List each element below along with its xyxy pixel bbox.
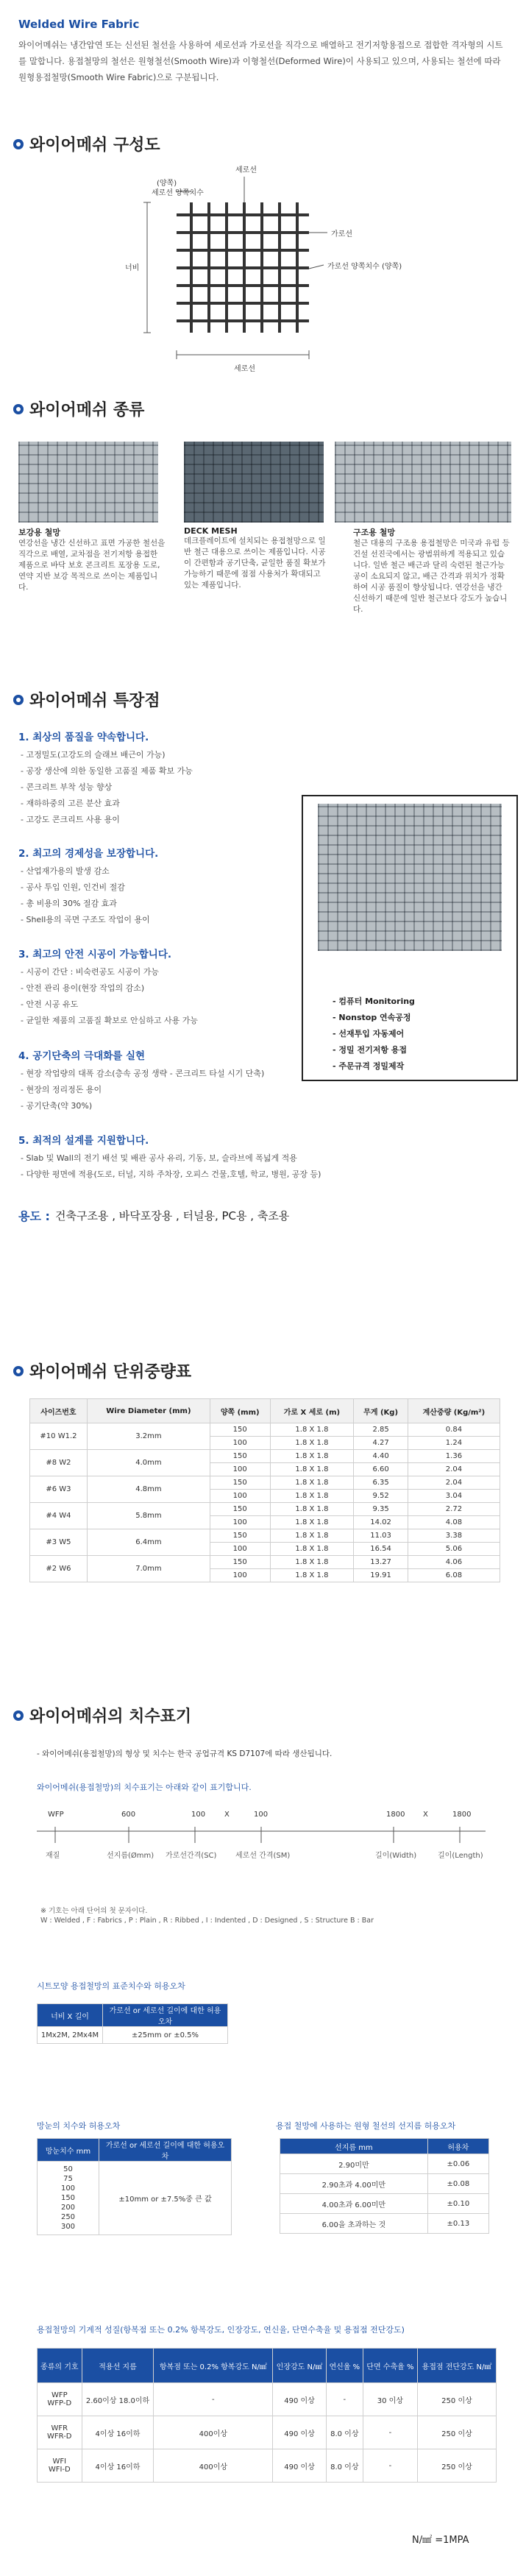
cell: 2.85 [354,1423,408,1437]
col-header: Wire Diameter (mm) [87,1399,210,1423]
table-row [280,2214,489,2234]
process-item: - 선재투입 자동제어 [333,1029,405,1038]
table-header-row [38,2139,232,2162]
cell: 250 이상 [417,2449,496,2483]
col-header: 종류의 기호 [38,2349,82,2383]
pitch-tol-cell: ±10mm or ±7.5%중 큰 값 [99,2162,232,2235]
size-cell: #2 W6 [30,1556,88,1582]
cell: 250 이상 [417,2416,496,2449]
size-cell: #6 W3 [30,1476,88,1503]
cell: 1.8 X 1.8 [270,1463,354,1476]
pitch-value: 50 [63,2165,73,2173]
unit-weight-title-text: 와이어메쉬 단위중량표 [29,1363,192,1381]
cell: 4이상 16이하 [82,2416,154,2449]
cell: 2.72 [408,1503,500,1516]
cell: 1.8 X 1.8 [270,1450,354,1463]
cell: 4.08 [408,1516,500,1529]
cell: ±0.10 [427,2194,488,2214]
feature-item: - Shell용의 곡면 구조도 작업이 용이 [21,915,150,924]
process-item: - Nonstop 연속공정 [333,1013,411,1022]
table-header-row [280,2139,489,2154]
cell: 30 이상 [363,2383,417,2416]
pitch-value: 150 [60,2194,76,2202]
cell: WFR WFR-D [38,2416,82,2449]
col-header: 단면 수축율 % [363,2349,417,2383]
top-paren-label: (양쪽) [157,180,177,188]
cell: 9.52 [354,1490,408,1503]
pitch-value: 250 [60,2213,76,2221]
cell: 1.24 [408,1437,500,1450]
col-header: 사이즈번호 [30,1399,88,1423]
dia-cell: 4.0mm [87,1450,210,1476]
code-label: 길이(Width) [375,1852,417,1860]
cell: 4.06 [408,1556,500,1569]
cell: 14.02 [354,1516,408,1529]
mech-title: 용접철망의 기계적 성질(항복점 또는 0.2% 항복강도, 인장강도, 연신율, 단면수축율 및 용접점 전단강도) [37,2325,405,2335]
cell: 4.00초과 6.00미만 [280,2194,428,2214]
type-item-structural [353,526,511,615]
cell: - [326,2383,363,2416]
section-bullet-icon [13,139,24,149]
abbr-text: W : Welded , F : Fabrics , P : Plain , R : Ribbed , I : Indented , D : Designed , S : Structure B : Bar [40,1917,374,1925]
section-bullet-icon [13,1710,24,1721]
feature-item: - 고강도 콘크리트 사용 용이 [21,815,120,824]
cell: 100 [210,1463,270,1476]
unit-note: N/㎟ =1MPA [412,2535,469,2546]
col-header: 연신율 % [326,2349,363,2383]
cell: 2.60이상 18.0이하 [82,2383,154,2416]
horizontal-overhang-label: 가로선 양쪽치수 (양쪽) [327,263,402,271]
cell: 1.8 X 1.8 [270,1543,354,1556]
cell: 400이상 [154,2416,273,2449]
feature-item: - 재하하중의 고른 분산 효과 [21,799,120,808]
cell: 3.04 [408,1490,500,1503]
cell: WFP WFP-D [38,2383,82,2416]
feature-item: - 공사 투입 인원, 인건비 절감 [21,882,125,892]
cell: 1.8 X 1.8 [270,1529,354,1543]
section-bullet-icon [13,1366,24,1376]
structure-title-text: 와이어메쉬 구성도 [29,136,160,155]
horizontal-line-label: 가로선 [331,230,352,238]
types-section-title [13,397,144,420]
type-name: 보강용 철망 [18,528,60,537]
code-label: 가로선간격(SC) [166,1852,217,1860]
dia-cell: 6.4mm [87,1529,210,1556]
code-part: 1800 [452,1811,472,1819]
cell: 150 [210,1503,270,1516]
table-header-row [38,2004,228,2027]
cell: 490 이상 [273,2416,327,2449]
width-label: 너비 [125,264,140,272]
cell: 100 [210,1569,270,1582]
col-header: 가로선 or 세로선 길이에 대한 허용오차 [99,2139,232,2162]
structure-section-title [13,132,160,155]
pitch-value: 100 [60,2184,76,2193]
cell: 4.27 [354,1437,408,1450]
code-label: 재질 [46,1852,60,1860]
cell: 13.27 [354,1556,408,1569]
feature-item: - 현장 작업량의 대폭 감소(층속 공정 생략 - 콘크리트 타설 시기 단축) [21,1069,265,1078]
cell: 19.91 [354,1569,408,1582]
cell: 6.60 [354,1463,408,1476]
dimensions-section-title [13,1704,191,1727]
feature-heading-1: 1. 최상의 품질을 약속합니다. [18,732,149,743]
unit-weight-table [29,1398,500,1582]
cell: 1.8 X 1.8 [270,1556,354,1569]
cell: 1Mx2M, 2Mx4M [38,2027,103,2044]
tolerance-table [37,2003,228,2044]
feature-item: - 총 비용의 30% 절감 효과 [21,899,117,908]
cell: 100 [210,1543,270,1556]
table-header-row [30,1399,500,1423]
table-row [30,1476,500,1490]
size-cell: #8 W2 [30,1450,88,1476]
code-diagram [37,1811,500,1877]
cell: 1.8 X 1.8 [270,1516,354,1529]
feature-item: - 시공이 간단 : 비숙련공도 시공이 가능 [21,967,160,977]
table-row [30,1556,500,1569]
feature-item: - 고정밀도(고강도의 슬래브 배근이 가능) [21,750,166,760]
type-name: 구조용 철망 [353,528,395,537]
type-item-deck [184,526,327,591]
feature-item: - 균일한 제품의 고품질 확보로 안심하고 사용 가능 [21,1016,198,1025]
page-title: Welded Wire Fabric [18,18,140,31]
col-header: 항복점 또는 0.2% 항복강도 N/㎟ [154,2349,273,2383]
section-bullet-icon [13,695,24,705]
table-row [30,1450,500,1463]
features-title-text: 와이어메쉬 특장점 [29,692,160,710]
table-row [30,1423,500,1437]
cell: 1.8 X 1.8 [270,1437,354,1450]
code-label: 선지름(Ømm) [107,1852,154,1860]
cell: 250 이상 [417,2383,496,2416]
col-header: 적용선 지름 [82,2349,154,2383]
code-label: 세로선 간격(SM) [235,1852,291,1860]
code-part: WFP [48,1811,64,1819]
bottom-line-label: 세로선 [234,365,255,373]
col-header: 너비 X 길이 [38,2004,103,2027]
pitch-value: 200 [60,2204,76,2212]
feature-heading-4: 4. 공기단축의 극대화를 실현 [18,1050,146,1062]
col-header: 인장강도 N/㎟ [273,2349,327,2383]
types-title-text: 와이어메쉬 종류 [29,401,145,420]
table-row [38,2162,232,2235]
structural-mesh-photo [335,442,511,523]
process-box [302,795,518,1081]
cell: 100 [210,1490,270,1503]
unit-weight-section-title [13,1359,191,1382]
tolerance-title: 시트모양 용접철망의 표준치수와 허용오차 [37,1981,185,1991]
cell: 1.8 X 1.8 [270,1423,354,1437]
size-cell: #3 W5 [30,1529,88,1556]
table-header-row [38,2349,497,2383]
col-header: 허용차 [427,2139,488,2154]
code-part: X [423,1811,428,1819]
cell: 0.84 [408,1423,500,1437]
deck-mesh-photo [184,442,324,523]
cell: 9.35 [354,1503,408,1516]
code-part: 100 [254,1811,269,1819]
cell: 150 [210,1556,270,1569]
feature-heading-3: 3. 최고의 안전 시공이 가능합니다. [18,949,171,960]
dia-cell: 7.0mm [87,1556,210,1582]
col-header: 가로선 or 세로선 길이에 대한 허용오차 [103,2004,228,2027]
table-row [30,1529,500,1543]
col-header: 무게 (Kg) [354,1399,408,1423]
feature-item: - Slab 및 Wall의 전기 배선 및 배관 공사 유리, 기동, 보, 슬라브에 폭넓게 적용 [21,1153,297,1163]
cell: - [154,2383,273,2416]
table-row [280,2194,489,2214]
cell: 2.04 [408,1463,500,1476]
code-bracket-lines [37,1824,500,1846]
vertical-line-label: 세로선 [235,166,257,174]
feature-item: - 산업재가용의 발생 감소 [21,866,110,876]
col-header: 선지름 mm [280,2139,428,2154]
code-part: 1800 [386,1811,405,1819]
features-section-title [13,688,160,711]
cell: 150 [210,1529,270,1543]
feature-item: - 콘크리트 부착 성능 향상 [21,782,113,792]
cell: 6.35 [354,1476,408,1490]
feature-heading-5: 5. 최적의 설계를 지원합니다. [18,1135,149,1147]
cell: 6.00을 초과하는 것 [280,2214,428,2234]
feature-item: - 안전 관리 용이(현장 작업의 감소) [21,983,145,993]
top-overhang-label: 세로선 양쪽치수 [152,189,204,197]
dimensions-note: - 와이어메쉬(용접철망)의 형상 및 치수는 한국 공업규격 KS D7107에 따라 생산됩니다. [37,1749,333,1758]
col-header: 가로 X 세로 (m) [270,1399,354,1423]
mesh-diagram-svg [0,162,526,375]
size-cell: #4 W4 [30,1503,88,1529]
pitch-title: 망눈의 치수와 허용오차 [37,2121,121,2131]
cell: 150 [210,1476,270,1490]
cell: 2.04 [408,1476,500,1490]
feature-item: - 안전 시공 유도 [21,999,79,1009]
dia-cell: 4.8mm [87,1476,210,1503]
type-desc: 철근 대용의 구조용 용접철망은 미국과 유럽 등 건설 선진국에서는 광범위하게 적용되고 있습니다. 일반 철근 배근과 달리 숙련된 철근가능공이 소요되지 않고, 배근 간격과 위치가 정확하여 시공 품질이 향상됩니다. 연강선을 냉간 신선하기 때문에 일반 철근보다 강도가 높습니다. [353,539,510,614]
cell: 1.8 X 1.8 [270,1503,354,1516]
cell: 1.8 X 1.8 [270,1476,354,1490]
cell: 2.90미만 [280,2154,428,2174]
cell: 100 [210,1437,270,1450]
table-row [38,2027,228,2044]
cell: WFI WFI-D [38,2449,82,2483]
pitch-value: 300 [60,2223,76,2231]
feature-item: - 현장의 정리정돈 용이 [21,1085,102,1094]
section-bullet-icon [13,404,24,414]
feature-item: - 다양한 평면에 적용(도로, 터널, 지하 주차장, 오피스 건물,호텔, 학교, 병원, 공장 등) [21,1170,321,1179]
cell: 6.08 [408,1569,500,1582]
code-part: X [224,1811,230,1819]
cell: 16.54 [354,1543,408,1556]
col-header: 계산중량 (Kg/m²) [408,1399,500,1423]
feature-heading-2: 2. 최고의 경제성을 보장합니다. [18,848,159,860]
type-name: DECK MESH [184,526,238,536]
abbr-note: ※ 기호는 아래 단어의 첫 문자이다. [40,1907,148,1915]
col-header: 양쪽 (mm) [210,1399,270,1423]
cell: ±0.13 [427,2214,488,2234]
col-header: 망눈치수 mm [38,2139,99,2162]
cell: 100 [210,1516,270,1529]
cell: - [363,2416,417,2449]
feature-item: - 공장 생산에 의한 동일한 고품질 제품 확보 가능 [21,766,193,776]
cell: 4이상 16이하 [82,2449,154,2483]
type-desc: 연강선을 냉간 신선하고 표면 가공한 철선을 직각으로 배열, 교차점을 전기저항 용접한 제품으로 바닥 보호 콘크리트 포장용 도로, 연약 지반 보강 목적으로 쓰이는 제품입니다. [18,539,166,592]
code-part: 600 [121,1811,136,1819]
cell: 3.38 [408,1529,500,1543]
cell: 490 이상 [273,2383,327,2416]
col-header: 용접점 전단강도 N/㎟ [417,2349,496,2383]
wire-tol-table [280,2138,489,2234]
size-cell: #10 W1.2 [30,1423,88,1450]
cell: 2.90초과 4.00미만 [280,2174,428,2194]
table-row [280,2174,489,2194]
factory-mesh-photo [318,804,502,951]
process-item: - 정밀 전기저항 용접 [333,1045,408,1055]
dimensions-caption: 와이어메쉬(용접철망)의 치수표기는 아래와 같이 표기합니다. [37,1783,252,1792]
table-row [38,2383,497,2416]
cell: 11.03 [354,1529,408,1543]
code-part: 100 [191,1811,206,1819]
cell: 1.8 X 1.8 [270,1569,354,1582]
process-item: - 컴퓨터 Monitoring [333,997,415,1006]
intro-text: 와이어메쉬는 냉간압연 또는 신선된 철선을 사용하여 세로선과 가로선을 직각으로 배열하고 전기저항용접으로 접합한 격자형의 시트를 말합니다. 용접철망의 철선은 원형철선(Smooth Wire)과 이형철선(Deformed Wire)이 사용되고 있으며, 사용되는 철선에 따라 원형용접철망(Smooth Wire Fabric)으로 구분됩니다. [18,40,503,82]
reinforcement-mesh-photo [18,442,158,523]
cell: 1.36 [408,1450,500,1463]
pitch-value: 75 [63,2175,73,2183]
table-row [30,1503,500,1516]
pitch-values-cell [38,2162,99,2235]
cell: 400이상 [154,2449,273,2483]
mech-table [37,2348,497,2483]
type-item-reinforcement [18,526,166,593]
cell: ±25mm or ±0.5% [103,2027,228,2044]
cell: 5.06 [408,1543,500,1556]
cell: 8.0 이상 [326,2449,363,2483]
process-item: - 주문규격 정밀제작 [333,1061,405,1071]
cell: - [363,2449,417,2483]
usage-text: 건축구조용 , 바닥포장용 , 터널용, PC용 , 축조용 [55,1209,290,1222]
table-row [280,2154,489,2174]
cell: 8.0 이상 [326,2416,363,2449]
table-row [38,2416,497,2449]
cell: 150 [210,1450,270,1463]
cell: 1.8 X 1.8 [270,1490,354,1503]
feature-item: - 공기단축(약 30%) [21,1101,93,1111]
cell: 490 이상 [273,2449,327,2483]
structure-diagram [0,162,526,375]
dia-cell: 5.8mm [87,1503,210,1529]
type-desc: 데크플레이트에 설치되는 용접철망으로 일반 철근 대용으로 쓰이는 제품입니다. 시공이 간편함과 공기단축, 균일한 품질 확보가 가능하기 때문에 점점 사용처가 확대되고 있는 제품입니다. [184,537,326,590]
cell: ±0.06 [427,2154,488,2174]
cell: ±0.08 [427,2174,488,2194]
table-row [38,2449,497,2483]
cell: 4.40 [354,1450,408,1463]
wire-tol-title: 용접 철망에 사용하는 원형 철선의 선지름 허용오차 [276,2121,456,2131]
usage-label: 용도 : [18,1209,50,1223]
dimensions-title-text: 와이어메쉬의 치수표기 [29,1708,192,1726]
cell: 150 [210,1423,270,1437]
pitch-table [37,2138,232,2235]
dia-cell: 3.2mm [87,1423,210,1450]
code-label: 길이(Length) [438,1852,483,1860]
